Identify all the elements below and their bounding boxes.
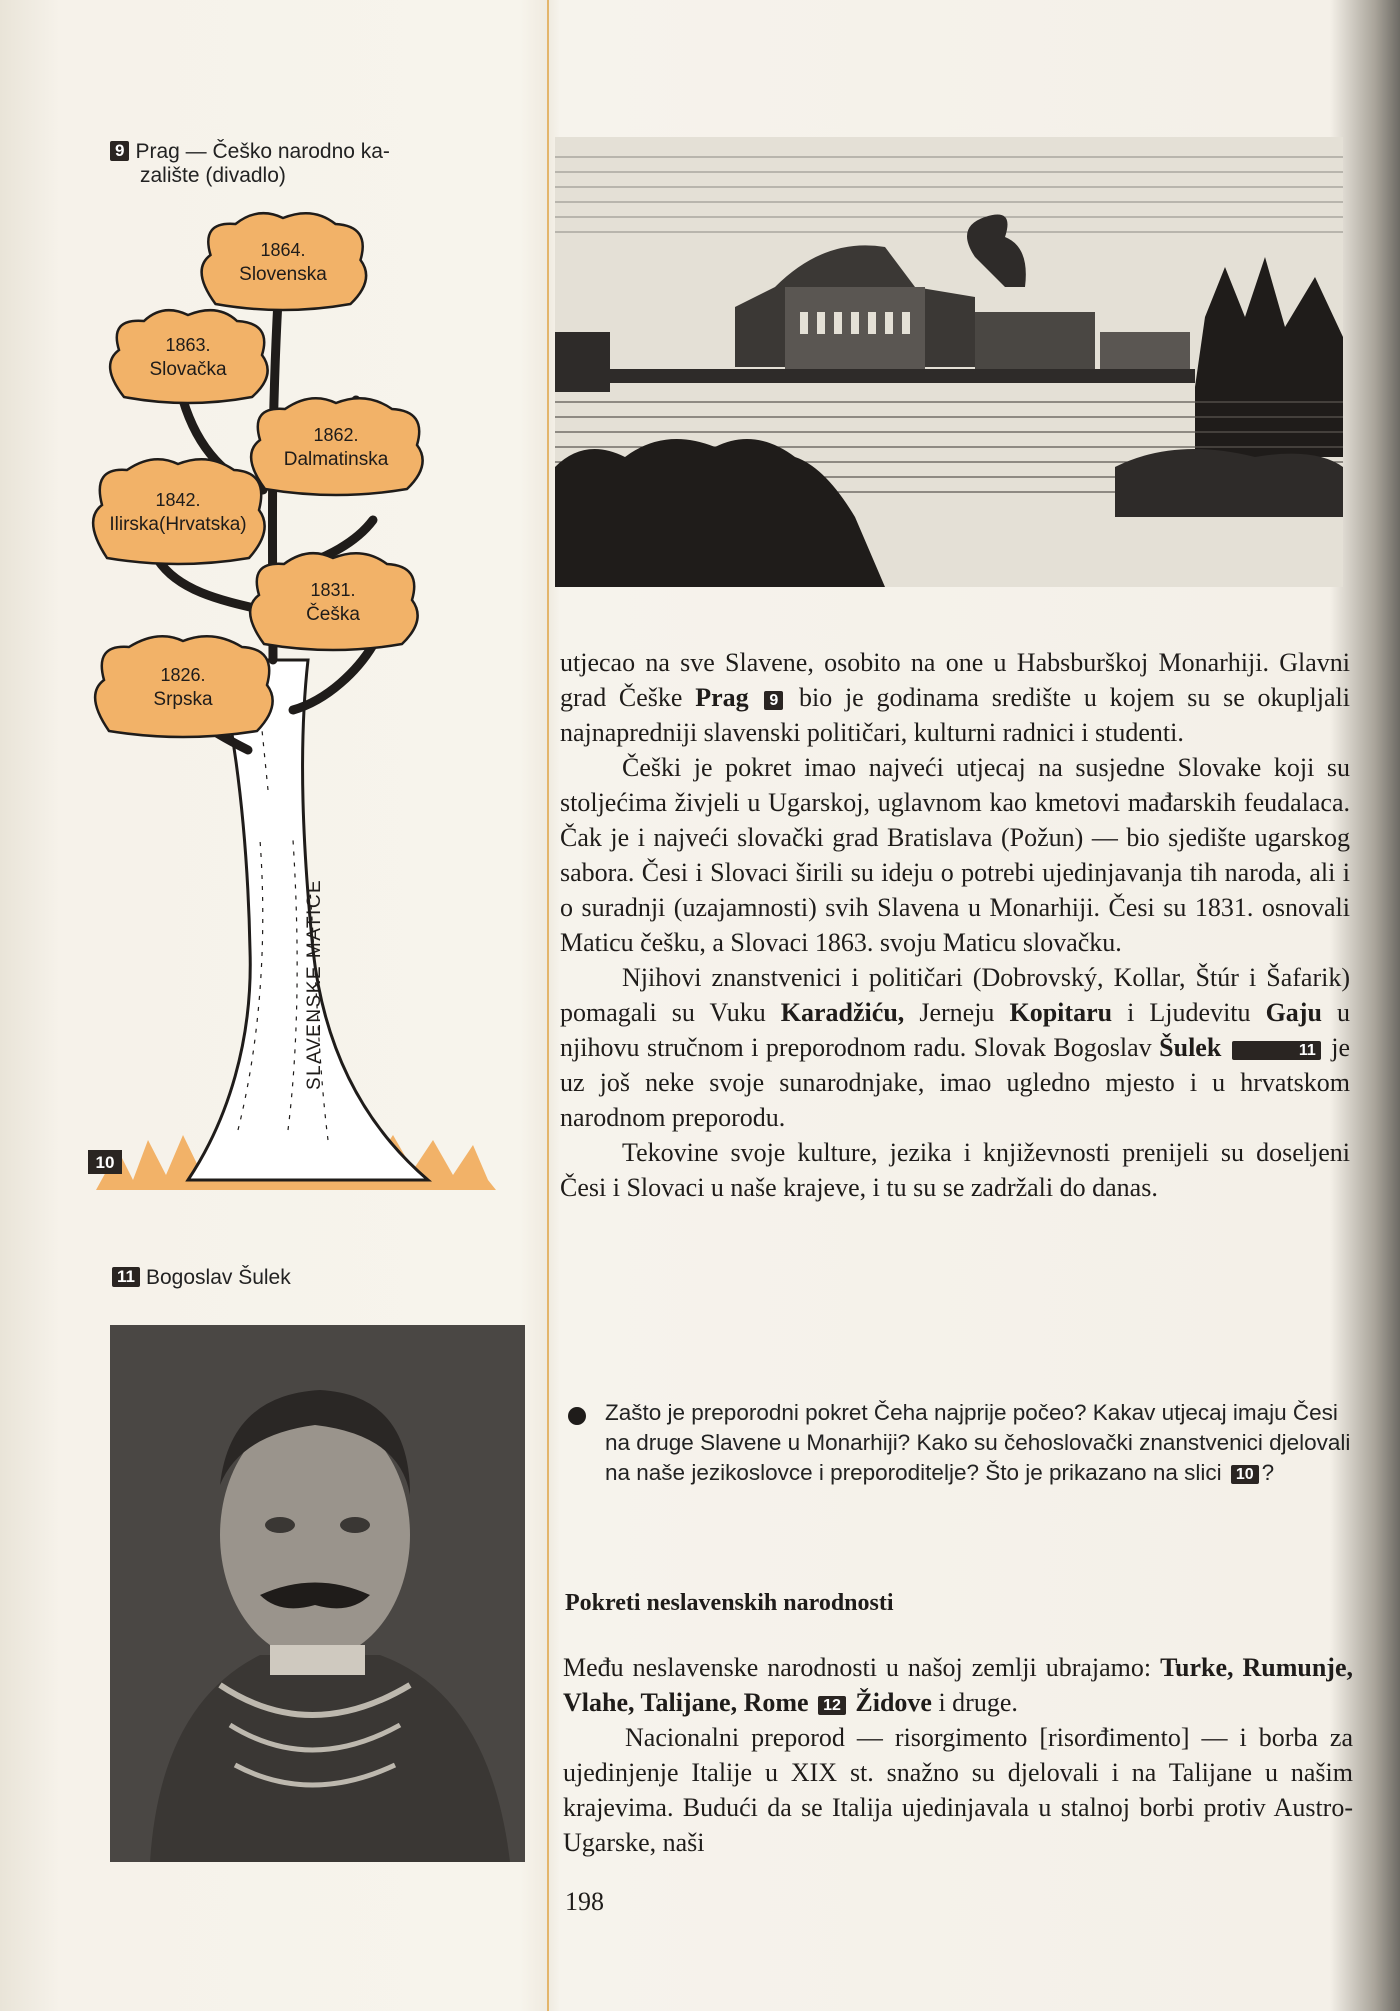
trunk-label: SLAVENSKE MATICE bbox=[304, 878, 325, 1090]
paragraph: Tekovine svoje kulture, jezika i književnosti prenijeli su doseljeni Česi i Slovaci u naše krajeve, i tu su se zadržali do danas. bbox=[560, 1138, 1350, 1202]
paragraph: Nacionalni preporod — risorgimento [risorđimento] — i borba za ujedinjenje Italije u XIX st. snažno su djelovali i na Talijane u našim krajevima. Budući da se Italija ujedinjavala u stalnoj borbi protiv Austro-Ugarske, naši bbox=[563, 1723, 1353, 1857]
figure-10-number: 10 bbox=[95, 1153, 115, 1172]
bogoslav-sulek-portrait bbox=[110, 1325, 525, 1862]
paragraph: Među neslavenske narodnosti u našoj zemlji ubrajamo: Turke, Rumunje, Vlahe, Talijane, Rome 12 Židove i druge. bbox=[563, 1653, 1353, 1717]
page-number: 198 bbox=[565, 1887, 604, 1916]
portrait-photo bbox=[110, 1325, 525, 1862]
crown-year: 1864. bbox=[260, 240, 306, 260]
tree-illustration bbox=[88, 190, 528, 1200]
engraving-illustration bbox=[555, 137, 1343, 587]
tree-crown bbox=[93, 459, 265, 564]
tree-crown bbox=[251, 398, 423, 495]
tree-crown bbox=[95, 636, 273, 737]
prague-national-theatre-engraving bbox=[555, 137, 1343, 587]
tree-crown bbox=[250, 553, 418, 650]
figure-number-badge: 9 bbox=[110, 141, 129, 161]
crown-year: 1842. bbox=[155, 490, 201, 510]
crown-year: 1863. bbox=[165, 335, 211, 355]
paragraph: Češki je pokret imao najveći utjecaj na susjedne Slovake koji su stoljećima živjeli u Ugarskoj, uglavnom kao kmetovi mađarskih feudalaca. Čak je i najveći slovački grad Bratislava (Požun) — bio sjedište ugarskog sabora. Česi i Slovaci širili su ideju o potrebi ujedinjavanja tih naroda, ali i o suradnji (uzajamnosti) svih Slavena u Monarhiji. Česi su 1831. osnovali Maticu češku, a Slovaci 1863. svoju Maticu slovačku. bbox=[560, 753, 1350, 957]
figure-ref-badge: 10 bbox=[1231, 1465, 1259, 1484]
paragraph: Njihovi znanstvenici i političari (Dobrovský, Kollar, Štúr i Šafarik) pomagali su Vuku Karadžiću, Jerneju Kopitaru i Ljudevitu Gaju u njihovu stručnom i preporodnom radu. Slovak Bogoslav Šulek 11 je uz još neke svoje sunarodnjake, imao ugledno mjesto i u hrvatskom narodnom preporodu. bbox=[560, 963, 1350, 1132]
column-divider bbox=[547, 0, 549, 2011]
crown-year: 1862. bbox=[313, 425, 359, 445]
crown-name: Srpska bbox=[153, 689, 213, 710]
crown-name: Slovačka bbox=[149, 359, 227, 380]
section-heading: Pokreti neslavenskih narodnosti bbox=[565, 1590, 894, 1616]
caption-line: Prag — Češko narodno ka- bbox=[135, 140, 390, 163]
term-prag: Prag bbox=[695, 683, 749, 712]
figure-ref-badge: 12 bbox=[818, 1696, 846, 1715]
crown-name: Slovenska bbox=[239, 264, 327, 285]
crown-name: Češka bbox=[306, 604, 360, 625]
figure-9-caption bbox=[110, 140, 390, 188]
figure-11-caption bbox=[112, 1266, 291, 1290]
crown-name: Ilirska(Hrvatska) bbox=[109, 514, 247, 535]
review-question: Zašto je preporodni pokret Čeha najprije počeo? Kakav utjecaj imaju Česi na druge Slavene u Monarhiji? Kako su čehoslovački znanstvenici djelovali na naše jezikoslovce i preporoditelje? Što je prikazano na slici 10 ? bbox=[568, 1398, 1358, 1488]
figure-ref-badge: 9 bbox=[764, 691, 783, 710]
caption-line: zalište (divadlo) bbox=[140, 164, 286, 187]
crown-year: 1826. bbox=[160, 665, 206, 685]
crown-year: 1831. bbox=[310, 580, 356, 600]
slavic-matice-tree-figure bbox=[88, 190, 528, 1200]
bullet-icon bbox=[568, 1407, 586, 1425]
caption-text: Bogoslav Šulek bbox=[145, 1266, 291, 1289]
crown-name: Dalmatinska bbox=[283, 449, 389, 470]
section-body bbox=[563, 1650, 1353, 1860]
tree-crown bbox=[110, 310, 268, 403]
body-text bbox=[560, 645, 1350, 1205]
paragraph: utjecao na sve Slavene, osobito na one u Habsburškoj Monarhiji. Glavni grad Češke Prag 9 bio je godinama središte u kojem su se okupljali najnapredniji slavenski političari, kulturni radnici i studenti. bbox=[560, 648, 1350, 747]
figure-number-badge: 11 bbox=[112, 1267, 140, 1287]
tree-crown bbox=[202, 213, 367, 310]
figure-ref-badge: 11 bbox=[1232, 1041, 1321, 1060]
